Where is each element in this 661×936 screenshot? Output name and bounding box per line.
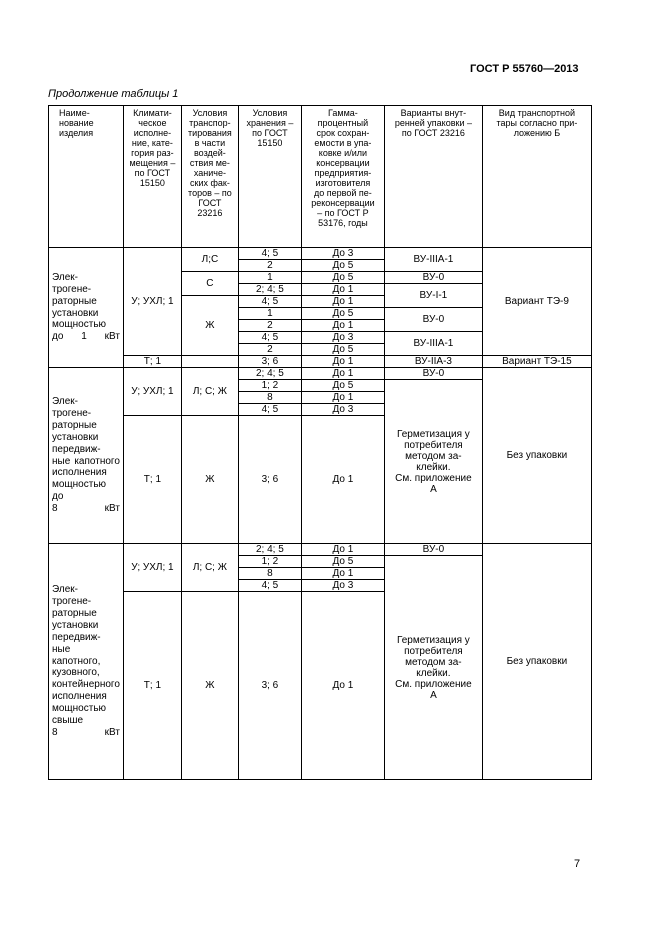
shelf-life-cell: До 1 — [301, 296, 384, 308]
table-row — [49, 544, 592, 556]
table-caption: Продолжение таблицы 1 — [48, 88, 179, 100]
climate-cell: Т; 1 — [123, 592, 181, 780]
table-header-row — [49, 106, 592, 248]
col-header-shelf-life: Гамма- процентный срок сохран- емости в упа- ковке и/или консервации предприятия- изготовителя до первой пе- реконсервации – по ГОСТ Р 53176, годы — [301, 106, 384, 248]
storage-cell: 2 — [238, 320, 301, 332]
transport-cell: Ж — [181, 592, 238, 780]
shelf-life-cell: До 3 — [301, 580, 384, 592]
climate-cell: Т; 1 — [123, 356, 181, 368]
transport-cell: Л; С; Ж — [181, 544, 238, 592]
storage-cell: 2 — [238, 344, 301, 356]
storage-cell: 4; 5 — [238, 404, 301, 416]
storage-cell: 1; 2 — [238, 380, 301, 392]
tare-cell: Вариант ТЭ-9 — [482, 248, 591, 356]
page-number: 7 — [574, 858, 581, 870]
storage-cell: 2; 4; 5 — [238, 368, 301, 380]
shelf-life-cell: До 1 — [301, 416, 384, 544]
packaging-cell: ВУ-0 — [384, 368, 482, 380]
tare-cell: Без упаковки — [482, 368, 591, 544]
shelf-life-cell: До 1 — [301, 356, 384, 368]
storage-cell: 4; 5 — [238, 248, 301, 260]
transport-cell: С — [181, 272, 238, 296]
tare-cell: Без упаковки — [482, 544, 591, 780]
col-header-transport-tare: Вид транспортной тары согласно при- ложению Б — [482, 106, 591, 248]
storage-cell: 4; 5 — [238, 296, 301, 308]
shelf-life-cell: До 1 — [301, 392, 384, 404]
packaging-cell: Герметизация у потребителя методом за- клейки. См. приложение А — [384, 380, 482, 544]
storage-cell: 2 — [238, 260, 301, 272]
storage-cell: 1 — [238, 272, 301, 284]
transport-cell: Ж — [181, 296, 238, 356]
col-header-product: Наиме- нование изделия — [49, 106, 124, 248]
packaging-cell: ВУ-0 — [384, 272, 482, 284]
col-header-inner-packaging: Варианты внут- ренней упаковки – по ГОСТ 23216 — [384, 106, 482, 248]
transport-cell: Ж — [181, 416, 238, 544]
shelf-life-cell: До 5 — [301, 556, 384, 568]
storage-cell: 2; 4; 5 — [238, 544, 301, 556]
tare-cell: Вариант ТЭ-15 — [482, 356, 591, 368]
storage-cell: 4; 5 — [238, 580, 301, 592]
shelf-life-cell: До 3 — [301, 404, 384, 416]
shelf-life-cell: До 1 — [301, 320, 384, 332]
product-name: Элек- трогене- раторные установки мощностью до 1 кВт — [49, 248, 124, 368]
packaging-cell: ВУ-IIA-3 — [384, 356, 482, 368]
shelf-life-cell: До 1 — [301, 544, 384, 556]
packaging-cell: ВУ-0 — [384, 544, 482, 556]
climate-cell: У; УХЛ; 1 — [123, 544, 181, 592]
col-header-storage: Условия хранения – по ГОСТ 15150 — [238, 106, 301, 248]
transport-cell: Л; С; Ж — [181, 368, 238, 416]
table-row — [49, 368, 592, 380]
shelf-life-cell: До 5 — [301, 308, 384, 320]
storage-cell: 1 — [238, 308, 301, 320]
climate-cell: Т; 1 — [123, 416, 181, 544]
packaging-cell: ВУ-I-1 — [384, 284, 482, 308]
shelf-life-cell: До 3 — [301, 332, 384, 344]
product-name: Элек- трогене- раторные установки передвиж- ные капотного, кузовного, контейнерного исполнения мощностью свыше 8 кВт — [49, 544, 124, 780]
shelf-life-cell: До 5 — [301, 272, 384, 284]
storage-cell: 2; 4; 5 — [238, 284, 301, 296]
transport-cell: Л;С — [181, 248, 238, 272]
storage-cell: 3; 6 — [238, 416, 301, 544]
product-name: Элек- трогене- раторные установки передвиж- ные капотного исполнения мощностью до 8 кВт — [49, 368, 124, 544]
storage-cell: 3; 6 — [238, 356, 301, 368]
shelf-life-cell: До 3 — [301, 248, 384, 260]
packaging-table — [48, 105, 592, 780]
shelf-life-cell: До 1 — [301, 568, 384, 580]
storage-cell: 1; 2 — [238, 556, 301, 568]
packaging-cell: ВУ-IIIA-1 — [384, 332, 482, 356]
storage-cell: 3; 6 — [238, 592, 301, 780]
shelf-life-cell: До 1 — [301, 284, 384, 296]
storage-cell: 4; 5 — [238, 332, 301, 344]
shelf-life-cell: До 1 — [301, 592, 384, 780]
col-header-transport: Условия транспор- тирования в части воздей- ствия ме- ханиче- ских фак- торов – по ГОСТ 23216 — [181, 106, 238, 248]
shelf-life-cell: До 5 — [301, 260, 384, 272]
standard-header: ГОСТ Р 55760—2013 — [470, 63, 579, 75]
packaging-cell: Герметизация у потребителя методом за- клейки. См. приложение А — [384, 556, 482, 780]
table-row — [49, 356, 592, 368]
shelf-life-cell: До 5 — [301, 380, 384, 392]
packaging-cell: ВУ-IIIA-1 — [384, 248, 482, 272]
shelf-life-cell: До 5 — [301, 344, 384, 356]
storage-cell: 8 — [238, 392, 301, 404]
storage-cell: 8 — [238, 568, 301, 580]
shelf-life-cell: До 1 — [301, 368, 384, 380]
table-row — [49, 248, 592, 260]
col-header-climate: Климати- ческое исполне- ние, кате- гория раз- мещения – по ГОСТ 15150 — [123, 106, 181, 248]
transport-cell — [181, 356, 238, 368]
climate-cell: У; УХЛ; 1 — [123, 368, 181, 416]
packaging-cell: ВУ-0 — [384, 308, 482, 332]
climate-cell: У; УХЛ; 1 — [123, 248, 181, 356]
